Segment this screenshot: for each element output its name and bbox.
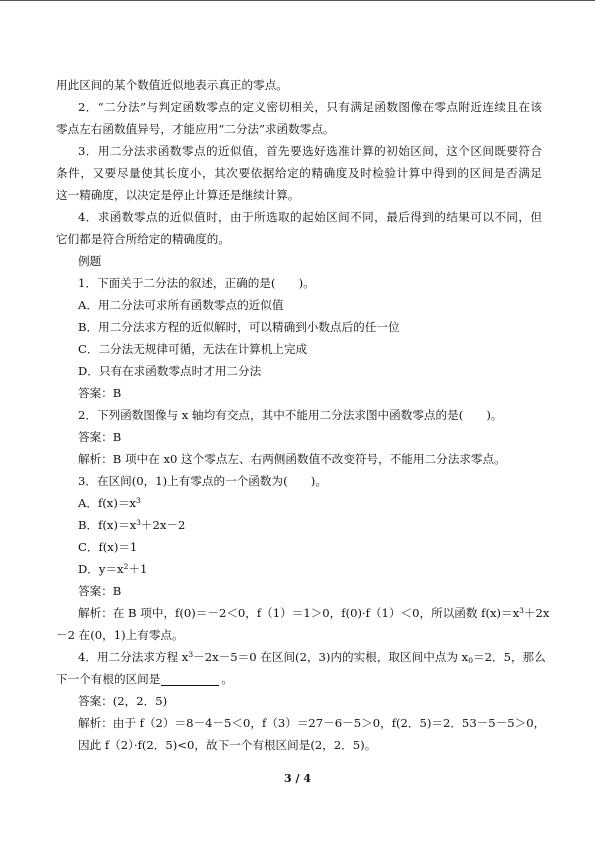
question-2-stem: 2．下列函数图像与 x 轴均有交点，其中不能用二分法求图中函数零点的是( )。 <box>78 408 503 422</box>
question-3-analysis: 解析：在 B 项中，f(0)＝－2＜0，f（1）＝1＞0，f(0)·f（1）＜0，所以函数 $f(x)=x^3+2x$ <box>78 606 550 620</box>
question-1-answer: 答案：B <box>78 386 122 400</box>
question-1-option-d: D．只有在求函数零点时才用二分法 <box>78 364 262 378</box>
question-3-option-a: A．$f(x)=x^3$ <box>78 496 141 510</box>
note-line: 2．“二分法”与判定函数零点的定义密切相关，只有满足函数图像在零点附近连续且在该 <box>78 100 542 114</box>
question-3-analysis-cont: －2 在(0，1)上有零点。 <box>56 628 184 642</box>
header-rule <box>0 0 595 1</box>
note-line: 零点左右函数值异号，才能应用“二分法”求函数零点。 <box>56 122 335 136</box>
question-3-option-b: B．$f(x)=x^3+2x-2$ <box>78 518 186 532</box>
examples-heading: 例题 <box>78 254 102 268</box>
note-line: 4．求函数零点的近似值时，由于所选取的起始区间不同，最后得到的结果可以不同，但 <box>78 210 542 224</box>
question-4-analysis-cont: 因此 f（2）·f(2．5)<0，故下一个有根区间是(2，2．5)。 <box>78 738 377 752</box>
answer-blank[interactable] <box>161 673 219 686</box>
question-1-option-c: C．二分法无规律可循，无法在计算机上完成 <box>78 342 308 356</box>
note-line: 条件，又要尽量使其长度小，其次要依据给定的精确度及时检验计算中得到的区间是否满足 <box>56 166 542 180</box>
question-3-stem: 3．在区间(0，1)上有零点的一个函数为( )。 <box>78 474 327 488</box>
question-2-analysis: 解析：B 项中在 x0 这个零点左、右两侧函数值不改变符号，不能用二分法求零点。 <box>78 452 506 466</box>
question-1-stem: 1．下面关于二分法的叙述，正确的是( )。 <box>78 276 315 290</box>
question-1-option-a: A．用二分法可求所有函数零点的近似值 <box>78 298 284 312</box>
question-3-option-c: C．f(x)＝1 <box>78 540 138 554</box>
question-4-answer: 答案：(2，2．5) <box>78 694 168 708</box>
page-number: 3 / 4 <box>284 772 311 785</box>
note-line: 这一精确度，以决定是停止计算还是继续计算。 <box>56 188 300 202</box>
note-line: 用此区间的某个数值近似地表示真正的零点。 <box>56 78 288 92</box>
question-4-analysis: 解析：由于 f（2）＝8－4－5＜0，f（3）＝27－6－5＞0，f(2．5)＝2．53－5－5＞0， <box>78 716 546 730</box>
question-1-option-b: B．用二分法求方程的近似解时，可以精确到小数点后的任一位 <box>78 320 400 334</box>
question-3-option-d: D．$y=x^2+1$ <box>78 562 148 576</box>
note-line: 它们都是符合所给定的精确度的。 <box>56 232 230 246</box>
question-3-answer: 答案：B <box>78 584 122 598</box>
note-line: 3．用二分法求函数零点的近似值，首先要选好选准计算的初始区间，这个区间既要符合 <box>78 144 542 158</box>
question-4-stem-cont: 下一个有根的区间是 。 <box>56 672 233 686</box>
page-content <box>56 74 550 756</box>
question-2-answer: 答案：B <box>78 430 122 444</box>
question-4-stem: 4．用二分法求方程 $x^3-2x-5=0$ 在区间(2，3)内的实根，取区间中点为 $x_0=2$．5，那么 <box>78 650 546 665</box>
